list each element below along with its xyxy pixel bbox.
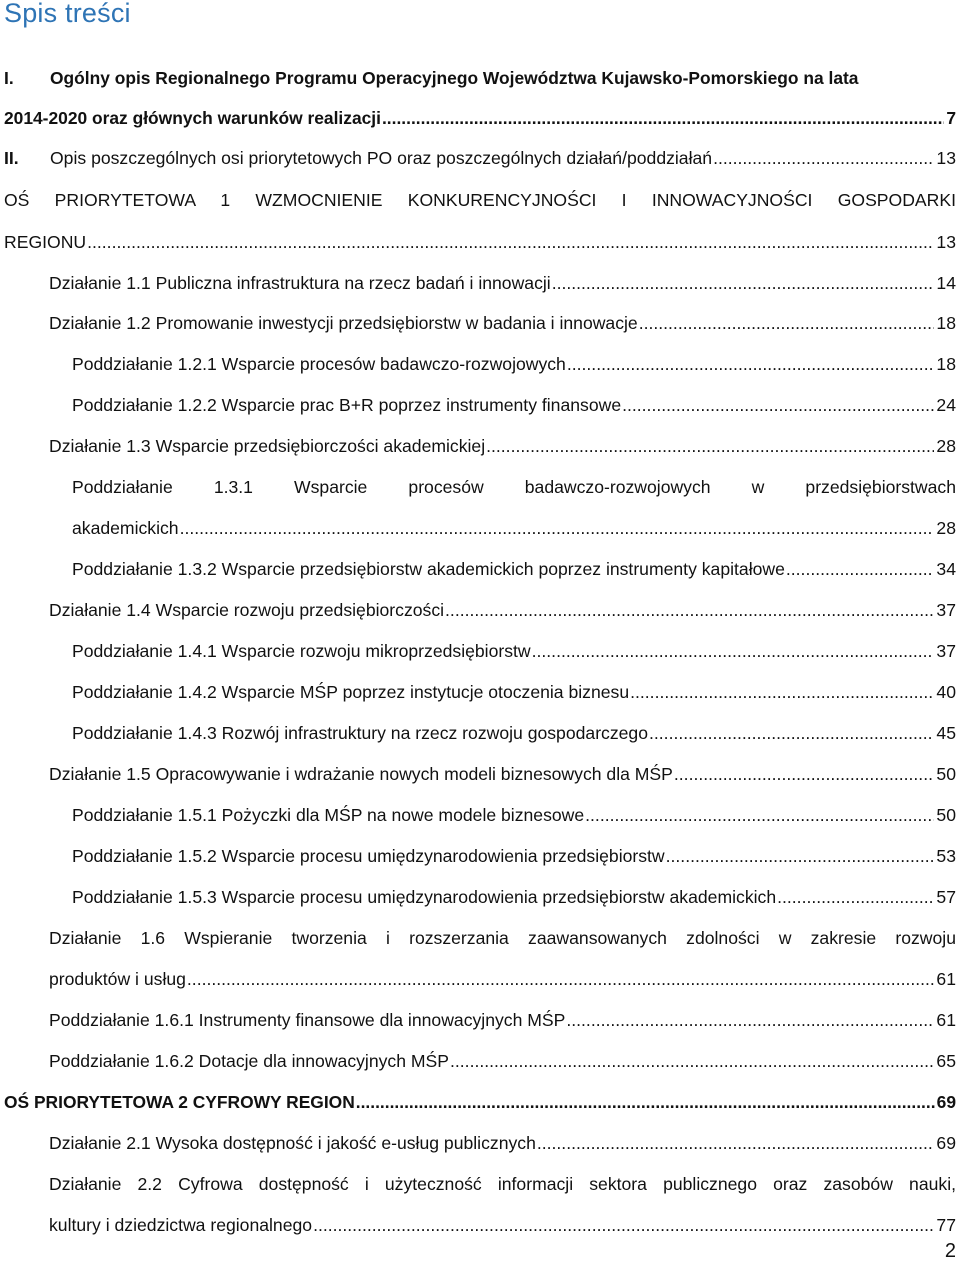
toc-entry[interactable] xyxy=(72,508,956,548)
dot-leader xyxy=(445,590,934,630)
dot-leader xyxy=(649,713,934,753)
toc-page-number: 18 xyxy=(936,313,956,333)
dot-leader xyxy=(777,877,934,917)
toc-entry-text: Poddziałanie 1.4.3 Rozwój infrastruktury na rzecz rozwoju gospodarczego xyxy=(72,723,649,743)
toc-page-number: 53 xyxy=(936,846,956,866)
toc-page-number: 61 xyxy=(936,969,956,989)
toc-entry-text: Działanie 2.2 Cyfrowa dostępność i użyteczność informacji sektora publicznego oraz zasobów nauki, xyxy=(49,1174,956,1194)
toc-entry-text: Działanie 1.4 Wsparcie rozwoju przedsiębiorczości xyxy=(49,600,445,620)
dot-leader xyxy=(537,1123,935,1163)
toc-entry-text: Poddziałanie 1.4.2 Wsparcie MŚP poprzez instytucje otoczenia biznesu xyxy=(72,682,630,702)
toc-entry-text: REGIONU xyxy=(4,232,87,252)
toc-entry[interactable] xyxy=(4,180,956,220)
toc-entry-text: Poddziałanie 1.6.2 Dotacje dla innowacyjnych MŚP xyxy=(49,1051,450,1071)
toc-page-number: 50 xyxy=(936,764,956,784)
dot-leader xyxy=(566,1000,934,1040)
toc-entry-text: Działanie 1.2 Promowanie inwestycji przedsiębiorstw w badania i innowacje xyxy=(49,313,638,333)
page-number: 2 xyxy=(944,1240,956,1262)
toc-entry-text: Działanie 2.1 Wysoka dostępność i jakość e-usług publicznych xyxy=(49,1133,536,1153)
toc-entry-text: Poddziałanie 1.5.2 Wsparcie procesu umiędzynarodowienia przedsiębiorstw xyxy=(72,846,665,866)
dot-leader xyxy=(666,836,935,876)
toc-entry-text: Poddziałanie 1.2.2 Wsparcie prac B+R poprzez instrumenty finansowe xyxy=(72,395,622,415)
toc-page-number: 65 xyxy=(936,1051,956,1071)
dot-leader xyxy=(180,508,935,548)
toc-page-number: 24 xyxy=(936,395,956,415)
dot-leader xyxy=(585,795,934,835)
toc-entry-text: Poddziałanie 1.6.1 Instrumenty finansowe dla innowacyjnych MŚP xyxy=(49,1010,566,1030)
dot-leader xyxy=(313,1205,934,1245)
toc-page-number: 77 xyxy=(936,1215,956,1235)
toc-entry[interactable] xyxy=(49,1205,956,1245)
toc-entry-text: Poddziałanie 1.3.1 Wsparcie procesów badawczo-rozwojowych w przedsiębiorstwach xyxy=(72,477,956,497)
dot-leader xyxy=(567,344,935,384)
toc-page-number: 40 xyxy=(936,682,956,702)
toc-entry-text: Poddziałanie 1.5.3 Wsparcie procesu umiędzynarodowienia przedsiębiorstw akademickich xyxy=(72,887,777,907)
toc-entry-text: OŚ PRIORYTETOWA 2 CYFROWY REGION xyxy=(4,1092,355,1112)
toc-entry-text: produktów i usług xyxy=(49,969,186,989)
toc-entry-text: Działanie 1.3 Wsparcie przedsiębiorczości akademickiej xyxy=(49,436,486,456)
dot-leader xyxy=(639,303,935,343)
toc-page-number: 37 xyxy=(936,600,956,620)
dot-leader xyxy=(187,959,935,999)
toc-entry-text: Opis poszczególnych osi priorytetowych PO oraz poszczególnych działań/poddziałań xyxy=(50,148,713,168)
toc-entry[interactable] xyxy=(4,222,956,262)
toc-entry[interactable] xyxy=(49,1164,956,1204)
toc-entry-text: Ogólny opis Regionalnego Programu Operacyjnego Województwa Kujawsko-Pomorskiego na lata xyxy=(50,68,859,88)
toc-entry[interactable] xyxy=(49,426,956,466)
toc-page-number: 37 xyxy=(936,641,956,661)
toc-entry[interactable] xyxy=(4,58,956,98)
toc-page-number: 28 xyxy=(936,436,956,456)
dot-leader xyxy=(87,222,934,262)
toc-page-number: 69 xyxy=(936,1092,956,1112)
toc-entry-text: Działanie 1.1 Publiczna infrastruktura na rzecz badań i innowacji xyxy=(49,273,551,293)
dot-leader xyxy=(532,631,935,671)
toc-page-number: 13 xyxy=(936,232,956,252)
toc-entry[interactable] xyxy=(49,263,956,303)
toc-entry[interactable] xyxy=(4,138,956,178)
toc-page-number: 69 xyxy=(936,1133,956,1153)
toc-entry[interactable] xyxy=(49,1123,956,1163)
toc-page-number: 61 xyxy=(936,1010,956,1030)
dot-leader xyxy=(630,672,934,712)
toc-entry[interactable] xyxy=(72,631,956,671)
toc-entry-text: 2014-2020 oraz głównych warunków realizacji xyxy=(4,108,381,128)
toc-entry[interactable] xyxy=(72,344,956,384)
toc-page-number: 18 xyxy=(936,354,956,374)
dot-leader xyxy=(622,385,934,425)
toc-entry-text: Działanie 1.6 Wspieranie tworzenia i rozszerzania zaawansowanych zdolności w zakresie rozwoju xyxy=(49,928,956,948)
dot-leader xyxy=(486,426,934,466)
toc-entry-text: Poddziałanie 1.3.2 Wsparcie przedsiębiorstw akademickich poprzez instrumenty kapitałowe xyxy=(72,559,785,579)
dot-leader xyxy=(382,98,944,138)
toc-entry[interactable] xyxy=(72,795,956,835)
toc-page-number: 57 xyxy=(936,887,956,907)
toc-page-number: 50 xyxy=(936,805,956,825)
toc-entry[interactable] xyxy=(72,836,956,876)
toc-page-number: 7 xyxy=(946,108,956,128)
toc-title: Spis treści xyxy=(4,0,131,28)
toc-entry-text: Działanie 1.5 Opracowywanie i wdrażanie nowych modeli biznesowych dla MŚP xyxy=(49,764,673,784)
toc-entry[interactable] xyxy=(72,467,956,507)
toc-entry[interactable] xyxy=(72,549,956,589)
toc-entry[interactable] xyxy=(49,959,956,999)
toc-entry[interactable] xyxy=(49,754,956,794)
toc-entry-text: kultury i dziedzictwa regionalnego xyxy=(49,1215,313,1235)
toc-entry[interactable] xyxy=(72,385,956,425)
toc-entry[interactable] xyxy=(49,1000,956,1040)
toc-page-number: 45 xyxy=(936,723,956,743)
toc-entry-text: Poddziałanie 1.5.1 Pożyczki dla MŚP na nowe modele biznesowe xyxy=(72,805,585,825)
toc-entry[interactable] xyxy=(49,918,956,958)
toc-entry-label: II. xyxy=(4,148,19,168)
toc-entry[interactable] xyxy=(72,672,956,712)
dot-leader xyxy=(450,1041,934,1081)
toc-entry[interactable] xyxy=(4,98,956,138)
toc-entry[interactable] xyxy=(49,303,956,343)
toc-entry[interactable] xyxy=(49,1041,956,1081)
toc-page-number: 28 xyxy=(936,518,956,538)
toc-entry[interactable] xyxy=(49,590,956,630)
dot-leader xyxy=(786,549,935,589)
toc-entry-text: OŚ PRIORYTETOWA 1 WZMOCNIENIE KONKURENCYJNOŚCI I INNOWACYJNOŚCI GOSPODARKI xyxy=(4,190,956,210)
dot-leader xyxy=(713,138,934,178)
toc-entry[interactable] xyxy=(72,713,956,753)
toc-entry-text: Poddziałanie 1.4.1 Wsparcie rozwoju mikroprzedsiębiorstw xyxy=(72,641,531,661)
dot-leader xyxy=(356,1082,935,1122)
toc-entry-text: akademickich xyxy=(72,518,179,538)
toc-entry[interactable] xyxy=(72,877,956,917)
toc-page-number: 14 xyxy=(936,273,956,293)
dot-leader xyxy=(674,754,935,794)
toc-page-number: 34 xyxy=(936,559,956,579)
toc-entry[interactable] xyxy=(4,1082,956,1122)
toc-entry-text: Poddziałanie 1.2.1 Wsparcie procesów badawczo-rozwojowych xyxy=(72,354,566,374)
dot-leader xyxy=(552,263,935,303)
toc-page-number: 13 xyxy=(936,148,956,168)
toc-entry-label: I. xyxy=(4,68,14,88)
